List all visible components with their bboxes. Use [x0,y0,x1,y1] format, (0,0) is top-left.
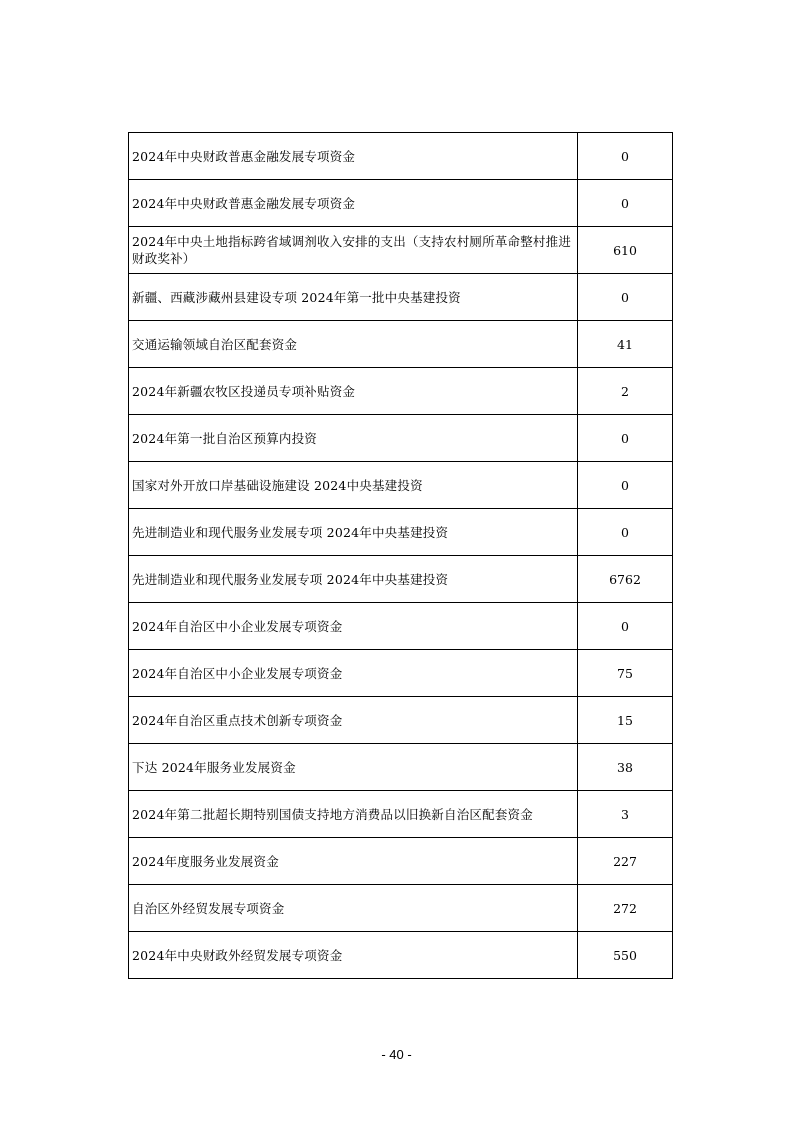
table-row [129,133,673,180]
table-row [129,932,673,979]
fund-name-cell: 2024年中央财政普惠金融发展专项资金 [129,180,578,227]
fund-name-cell: 自治区外经贸发展专项资金 [129,885,578,932]
fund-table [128,132,673,979]
fund-name-cell: 2024年第一批自治区预算内投资 [129,415,578,462]
table-row [129,462,673,509]
table-row [129,697,673,744]
fund-amount-cell: 550 [578,932,673,979]
fund-amount-cell: 2 [578,368,673,415]
fund-amount-cell: 610 [578,227,673,274]
fund-name-cell: 先进制造业和现代服务业发展专项 2024年中央基建投资 [129,556,578,603]
table-row [129,791,673,838]
fund-amount-cell: 0 [578,133,673,180]
fund-amount-cell: 227 [578,838,673,885]
table-row [129,556,673,603]
fund-name-cell: 国家对外开放口岸基础设施建设 2024中央基建投资 [129,462,578,509]
table-row [129,321,673,368]
fund-table-body [129,133,673,979]
fund-amount-cell: 0 [578,274,673,321]
table-row [129,744,673,791]
fund-name-cell: 2024年自治区中小企业发展专项资金 [129,603,578,650]
table-row [129,885,673,932]
fund-amount-cell: 0 [578,462,673,509]
fund-amount-cell: 38 [578,744,673,791]
fund-name-cell: 2024年中央财政外经贸发展专项资金 [129,932,578,979]
table-row [129,180,673,227]
fund-name-cell: 2024年中央财政普惠金融发展专项资金 [129,133,578,180]
fund-name-cell: 2024年第二批超长期特别国债支持地方消费品以旧换新自治区配套资金 [129,791,578,838]
fund-amount-cell: 0 [578,180,673,227]
fund-amount-cell: 0 [578,509,673,556]
fund-amount-cell: 75 [578,650,673,697]
table-row [129,603,673,650]
fund-name-cell: 2024年度服务业发展资金 [129,838,578,885]
fund-name-cell: 新疆、西藏涉藏州县建设专项 2024年第一批中央基建投资 [129,274,578,321]
table-row [129,227,673,274]
fund-name-cell: 2024年自治区重点技术创新专项资金 [129,697,578,744]
fund-amount-cell: 15 [578,697,673,744]
fund-name-cell: 2024年自治区中小企业发展专项资金 [129,650,578,697]
fund-amount-cell: 272 [578,885,673,932]
table-row [129,650,673,697]
fund-amount-cell: 6762 [578,556,673,603]
fund-name-cell: 交通运输领域自治区配套资金 [129,321,578,368]
fund-name-cell: 先进制造业和现代服务业发展专项 2024年中央基建投资 [129,509,578,556]
fund-amount-cell: 0 [578,415,673,462]
fund-name-cell: 下达 2024年服务业发展资金 [129,744,578,791]
table-row [129,368,673,415]
fund-amount-cell: 0 [578,603,673,650]
table-row [129,415,673,462]
table-row [129,838,673,885]
table-row [129,509,673,556]
table-row [129,274,673,321]
fund-name-cell: 2024年新疆农牧区投递员专项补贴资金 [129,368,578,415]
fund-amount-cell: 3 [578,791,673,838]
fund-name-cell: 2024年中央土地指标跨省域调剂收入安排的支出（支持农村厕所革命整村推进财政奖补） [129,227,578,274]
fund-amount-cell: 41 [578,321,673,368]
page-number: - 40 - [381,1047,412,1062]
